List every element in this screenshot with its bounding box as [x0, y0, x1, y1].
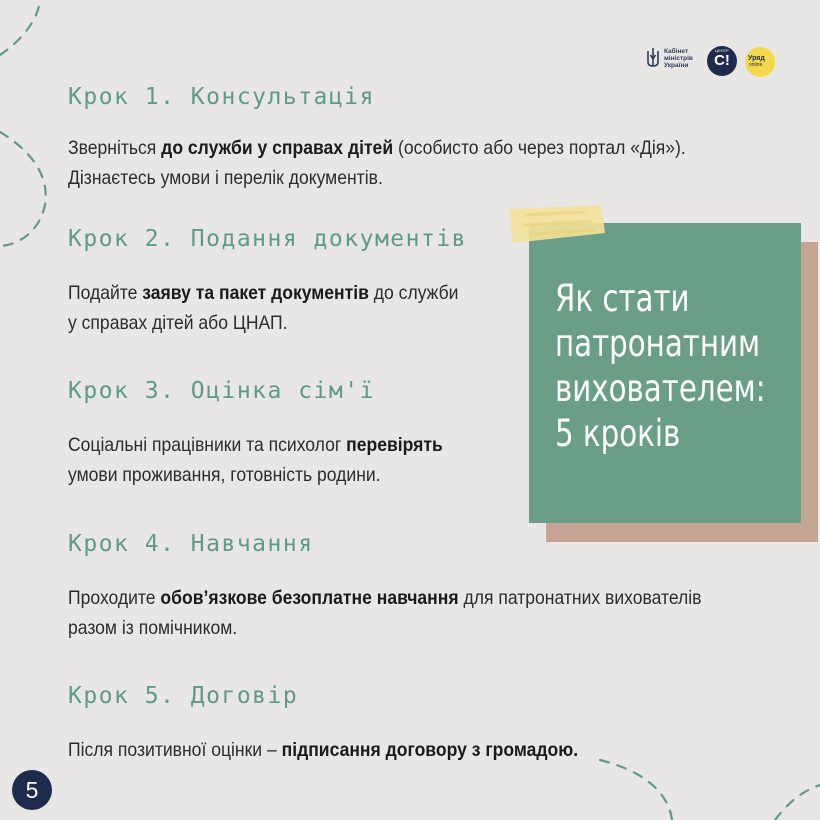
- card-title: [555, 276, 775, 456]
- step-4-title: Крок 4. Навчання: [68, 531, 314, 557]
- page-number-badge: 5: [12, 770, 52, 810]
- step-5-text-bold: підписання договору з громадою.: [281, 739, 579, 761]
- trident-icon: [646, 47, 660, 69]
- step-4-text-line2: разом із помічником.: [68, 617, 238, 639]
- step-4-text-bold: обов’язкове безоплатне навчання: [160, 587, 459, 609]
- centre-logo: [707, 46, 737, 76]
- step-4-text-pre: Проходите: [68, 587, 161, 609]
- card-title-line-3: вихователем:: [555, 367, 766, 410]
- centre-logo-mark: С!: [714, 52, 730, 69]
- step-2-text-post: до служби: [368, 282, 459, 304]
- step-1-text-pre: Зверніться: [68, 137, 162, 159]
- step-2-text: [68, 278, 458, 338]
- step-1-text-post: (особисто або через портал «Дія»).: [393, 137, 686, 159]
- step-2-text-pre: Подайте: [68, 282, 143, 304]
- uryad-title: Уряд: [748, 55, 765, 62]
- step-3-text: [68, 430, 443, 490]
- step-1-text: [68, 133, 686, 193]
- tape-decoration: [505, 203, 607, 245]
- uryad-online-logo: [745, 47, 775, 77]
- step-2-title: Крок 2. Подання документів: [68, 226, 468, 252]
- step-3-text-line2: умови проживання, готовність родини.: [68, 464, 381, 486]
- uryad-subtitle: online: [749, 62, 763, 68]
- step-4-text: [68, 583, 702, 643]
- gov-logo-text: Кабінет міністрів України: [664, 48, 693, 69]
- step-5-text: [68, 735, 578, 765]
- card-title-line-4: 5 кроків: [555, 412, 681, 455]
- step-4-text-post: для патронатних вихователів: [458, 587, 702, 609]
- step-1-text-line2: Дізнаєтесь умови і перелік документів.: [68, 167, 383, 189]
- card-title-line-1: Як стати: [555, 277, 690, 320]
- step-3-text-pre: Соціальні працівники та психолог: [68, 434, 347, 456]
- step-1-title: Крок 1. Консультація: [68, 84, 375, 110]
- step-5-title: Крок 5. Договір: [68, 683, 299, 709]
- step-2-text-line2: у справах дітей або ЦНАП.: [68, 312, 288, 334]
- step-5-text-pre: Після позитивної оцінки –: [68, 739, 282, 761]
- step-3-text-bold: перевірять: [346, 434, 443, 456]
- step-1-text-bold: до служби у справах дітей: [161, 137, 394, 159]
- step-3-title: Крок 3. Оцінка сім'ї: [68, 378, 375, 404]
- centre-logo-top: ЦЕНТР: [715, 48, 729, 53]
- step-2-text-bold: заяву та пакет документів: [142, 282, 369, 304]
- card-title-line-2: патронатним: [555, 322, 761, 365]
